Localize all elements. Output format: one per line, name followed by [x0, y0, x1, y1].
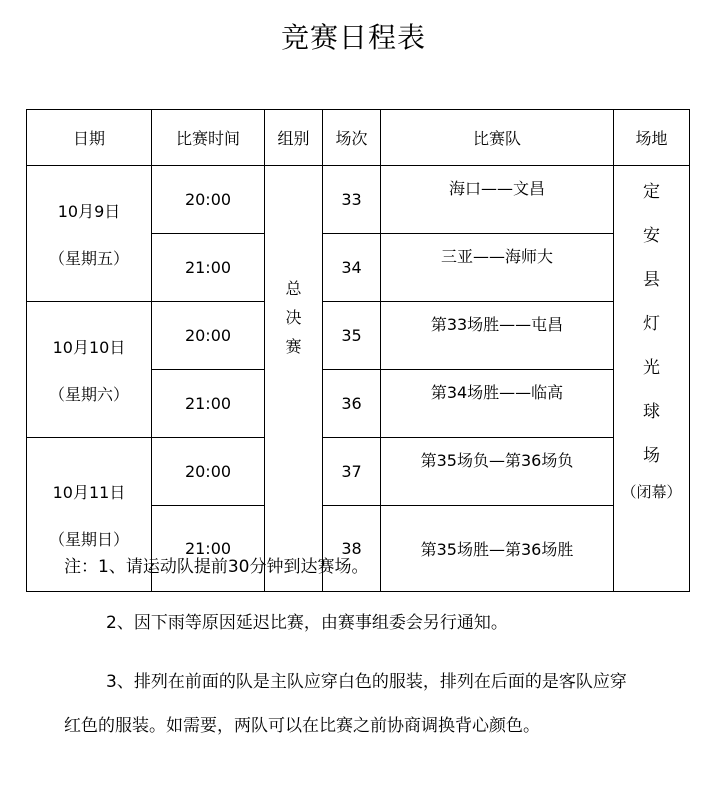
group-char: 总	[285, 279, 302, 298]
group-char: 赛	[285, 337, 302, 356]
match-teams: 第33场胜——屯昌	[381, 302, 614, 370]
date-text: 10月9日	[57, 201, 121, 221]
venue-char: 县	[643, 270, 660, 290]
venue-cell	[614, 166, 690, 592]
group-cell	[265, 166, 323, 592]
match-time: 21:00	[152, 234, 265, 302]
page-title: 竞赛日程表	[280, 21, 426, 54]
venue-char: 定	[643, 182, 660, 202]
table-row	[27, 302, 690, 370]
header-match-no: 场次	[323, 110, 381, 166]
match-number: 36	[323, 370, 381, 438]
notes-section	[64, 548, 634, 748]
match-teams: 第35场胜—第36场胜	[381, 506, 614, 592]
match-time: 21:00	[152, 370, 265, 438]
match-number: 34	[323, 234, 381, 302]
match-teams: 海口——文昌	[381, 166, 614, 234]
venue-char: 安	[643, 226, 660, 246]
note-1: 注：1、请运动队提前30分钟到达赛场。	[64, 557, 369, 577]
venue-char: 光	[643, 358, 660, 378]
weekday-text: （星期五）	[48, 248, 129, 268]
match-teams: 第35场负—第36场负	[381, 438, 614, 506]
match-number: 38	[323, 506, 381, 592]
header-teams: 比赛队	[381, 110, 614, 166]
match-time: 21:00	[152, 506, 265, 592]
date-text: 10月10日	[52, 337, 126, 357]
match-teams: 第34场胜——临高	[381, 370, 614, 438]
date-text: 10月11日	[52, 482, 126, 502]
header-date: 日期	[27, 110, 152, 166]
header-group: 组别	[265, 110, 323, 166]
venue-char: 球	[643, 402, 660, 422]
table-row	[27, 438, 690, 506]
header-venue: 场地	[614, 110, 690, 166]
note-3: 3、排列在前面的队是主队应穿白色的服装，排列在后面的是客队应穿红色的服装。如需要，两队可以在比赛之前协商调换背心颜色。	[64, 672, 627, 736]
schedule-table	[26, 109, 690, 592]
weekday-text: （星期六）	[48, 384, 129, 404]
group-char: 决	[285, 308, 302, 327]
match-number: 33	[323, 166, 381, 234]
match-teams: 三亚——海师大	[381, 234, 614, 302]
header-time: 比赛时间	[152, 110, 265, 166]
venue-note: （闭幕）	[621, 483, 682, 501]
match-time: 20:00	[152, 166, 265, 234]
table-header-row	[27, 110, 690, 166]
date-cell	[27, 166, 152, 302]
match-time: 20:00	[152, 438, 265, 506]
venue-char: 灯	[643, 314, 660, 334]
date-cell	[27, 302, 152, 438]
match-time: 20:00	[152, 302, 265, 370]
note-2: 2、因下雨等原因延迟比赛，由赛事组委会另行通知。	[106, 613, 508, 633]
table-row	[27, 166, 690, 234]
weekday-text: （星期日）	[48, 529, 129, 549]
venue-char: 场	[643, 446, 660, 466]
match-number: 37	[323, 438, 381, 506]
match-number: 35	[323, 302, 381, 370]
